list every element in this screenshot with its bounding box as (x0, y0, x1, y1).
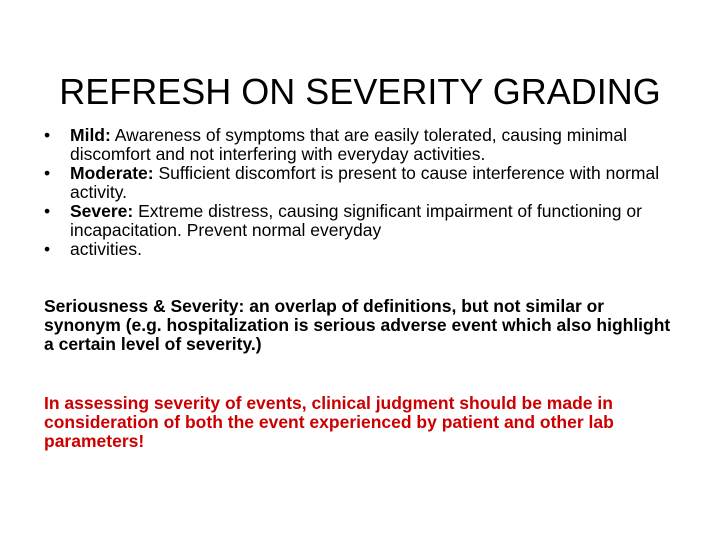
slide-title: REFRESH ON SEVERITY GRADING (59, 71, 661, 113)
bullet-item-mild (44, 126, 684, 164)
bullet-term-mild: Mild: (70, 125, 111, 145)
bullet-term-moderate: Moderate: (70, 163, 154, 183)
seriousness-severity-paragraph: Seriousness & Severity: an overlap of definitions, but not similar or synonym (e.g. hospitalization is serious adverse event which also highlight a certain level of severity.) (44, 296, 671, 354)
bullet-item-activities (44, 240, 684, 259)
severity-bullet-list (44, 126, 684, 259)
bullet-text-severe: Extreme distress, causing significant impairment of functioning or incapacitation. Prevent normal everyday (70, 201, 642, 240)
bullet-item-severe (44, 202, 684, 240)
bullet-dot: • (44, 163, 51, 183)
bullet-dot: • (44, 201, 51, 221)
bullet-dot: • (44, 239, 51, 259)
bullet-item-moderate (44, 164, 684, 202)
bullet-text-moderate: Sufficient discomfort is present to cause interference with normal activity. (70, 163, 660, 202)
bullet-text-activities: activities. (70, 239, 142, 259)
bullet-dot: • (44, 125, 51, 145)
clinical-judgment-note: In assessing severity of events, clinical judgment should be made in consideration of both the event experienced by patient and other lab parameters! (44, 393, 614, 451)
bullet-term-severe: Severe: (70, 201, 134, 221)
bullet-text-mild: Awareness of symptoms that are easily tolerated, causing minimal discomfort and not interfering with everyday activities. (70, 125, 627, 164)
